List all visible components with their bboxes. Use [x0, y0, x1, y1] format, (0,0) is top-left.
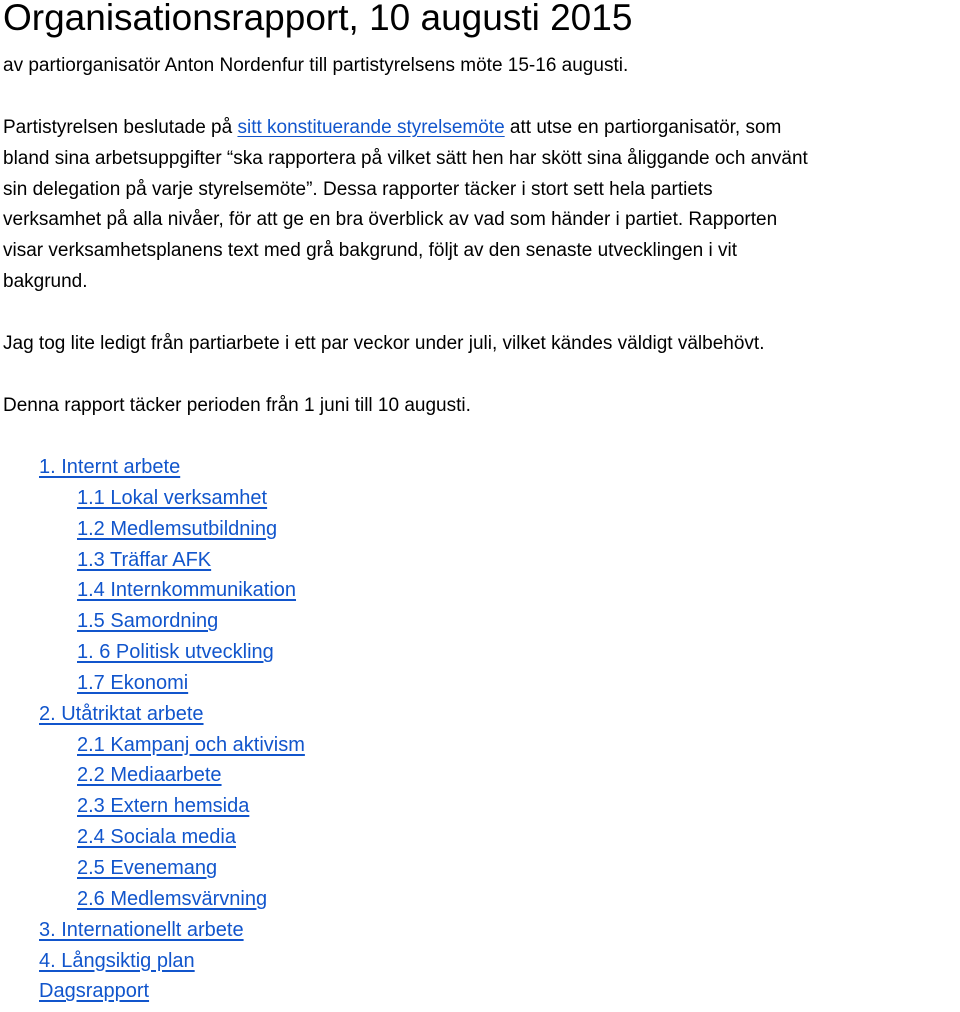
toc-item	[0, 452, 305, 483]
toc-link[interactable]: 2.6 Medlemsvärvning	[77, 887, 268, 910]
toc-item	[0, 575, 305, 606]
toc-link[interactable]: 1.2 Medlemsutbildning	[77, 517, 278, 540]
toc-link[interactable]: 4. Långsiktig plan	[39, 949, 195, 972]
intro-line-2: bland sina arbetsuppgifter “ska rapportera på vilket sätt hen har skött sina åliggande och använt	[3, 147, 808, 169]
toc-item	[0, 791, 305, 822]
toc-item	[0, 606, 305, 637]
toc-link[interactable]: 1. 6 Politisk utveckling	[77, 641, 274, 664]
konstituerande-styrelsemote-link[interactable]: sitt konstituerande styrelsemöte	[237, 117, 505, 138]
toc-item	[0, 884, 305, 915]
intro-line-5: visar verksamhetsplanens text med grå bakgrund, följt av den senaste utvecklingen i vit	[3, 240, 737, 262]
toc-link[interactable]: 3. Internationellt arbete	[39, 918, 244, 941]
intro-line-1-start: Partistyrelsen beslutade på	[3, 117, 238, 138]
toc-link[interactable]: 2.3 Extern hemsida	[77, 795, 250, 818]
intro-line-6: bakgrund.	[3, 270, 88, 292]
toc-link[interactable]: Dagsrapport	[39, 980, 150, 1003]
period-paragraph: Denna rapport täcker perioden från 1 juni till 10 augusti.	[3, 395, 471, 416]
toc-link[interactable]: 1.1 Lokal verksamhet	[77, 486, 268, 509]
toc-item	[0, 637, 305, 668]
toc-link[interactable]: 1.5 Samordning	[77, 610, 219, 633]
document-title: Organisationsrapport, 10 augusti 2015	[3, 0, 633, 38]
vacation-paragraph: Jag tog lite ledigt från partiarbete i ett par veckor under juli, vilket kändes väldigt välbehövt.	[3, 333, 765, 354]
toc-item	[0, 822, 305, 853]
toc-item	[0, 668, 305, 699]
toc-link[interactable]: 1.3 Träffar AFK	[77, 548, 212, 571]
toc-link[interactable]: 1.4 Internkommunikation	[77, 579, 297, 602]
toc-link[interactable]: 1.7 Ekonomi	[77, 671, 189, 694]
toc-link[interactable]: 2.2 Mediaarbete	[77, 764, 222, 787]
document-subtitle: av partiorganisatör Anton Nordenfur till partistyrelsens möte 15-16 augusti.	[3, 55, 629, 76]
toc-item	[0, 699, 305, 730]
intro-line-1-end: att utse en partiorganisatör, som	[504, 117, 782, 138]
toc-link[interactable]: 2. Utåtriktat arbete	[39, 702, 204, 725]
toc-item	[0, 760, 305, 791]
toc-link[interactable]: 2.4 Sociala media	[77, 826, 236, 849]
toc-item	[0, 514, 305, 545]
table-of-contents	[0, 452, 305, 1007]
toc-item	[0, 853, 305, 884]
toc-item	[0, 946, 305, 977]
intro-line-1	[3, 113, 960, 144]
toc-link[interactable]: 1. Internt arbete	[39, 456, 181, 478]
intro-line-3: sin delegation på varje styrelsemöte”. Dessa rapporter täcker i stort sett hela partiets	[3, 178, 713, 200]
intro-line-4: verksamhet på alla nivåer, för att ge en bra överblick av vad som händer i partiet. Rapporten	[3, 209, 778, 231]
toc-link[interactable]: 2.5 Evenemang	[77, 856, 218, 879]
toc-item	[0, 545, 305, 576]
toc-item	[0, 483, 305, 514]
toc-item	[0, 976, 305, 1007]
toc-link[interactable]: 2.1 Kampanj och aktivism	[77, 733, 305, 756]
toc-item	[0, 730, 305, 761]
intro-paragraph	[3, 113, 960, 298]
toc-item	[0, 915, 305, 946]
